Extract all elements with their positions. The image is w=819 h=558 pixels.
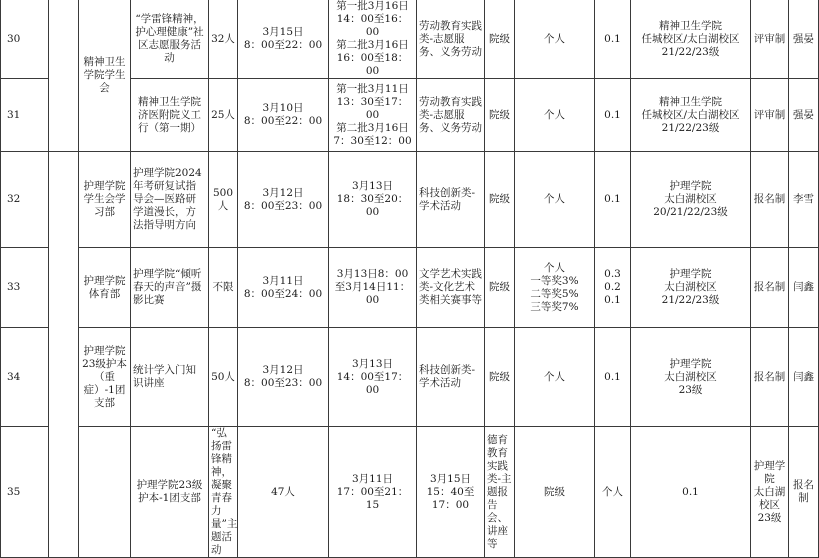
activity-time: 3月13日 18：30至20：00 [329, 152, 417, 248]
activity-level: 院级 [485, 328, 515, 427]
row-number: 31 [1, 79, 49, 152]
signup-time: 3月11日 8：00至24：00 [238, 248, 329, 328]
activity-category: 劳动教育实践类-志愿服务、义务劳动 [417, 0, 485, 79]
credit-value: 0.1 [595, 79, 631, 152]
organizer-cell: 护理学院体育部 [79, 248, 131, 328]
activity-time: 3月15日 15：40至17：00 [417, 427, 485, 558]
table-row [1, 248, 819, 328]
activity-category: 劳动教育实践类-志愿服务、义务劳动 [417, 79, 485, 152]
enroll-method: 报名制 [751, 248, 789, 328]
award-type: 个人 [515, 0, 595, 79]
target-scope: 护理学院 太白湖校区 23级 [631, 328, 751, 427]
activity-category: 德育教育实践类-主题报告会、讲座等 [485, 427, 515, 558]
table-row [1, 328, 819, 427]
activity-name: 护理学院“倾听春天的声音”摄影比赛 [131, 248, 209, 328]
contact-person: 李雪 [789, 152, 819, 248]
activity-time: 第一批3月16日 14：00至16：00 第二批3月16日 16：00至18：00 [329, 0, 417, 79]
activity-level: 院级 [485, 152, 515, 248]
signup-time: 3月12日 8：00至23：00 [238, 152, 329, 248]
row-number: 32 [1, 152, 49, 248]
award-type: 个人 [515, 79, 595, 152]
enroll-method: 评审制 [751, 79, 789, 152]
signup-time: 3月15日 8：00至22：00 [238, 0, 329, 79]
participant-count: 32人 [209, 0, 238, 79]
credit-value: 0.1 [631, 427, 751, 558]
organizer-cell: 精神卫生学院学生会 [79, 0, 131, 152]
organizer-cell [49, 0, 79, 152]
enroll-method: 评审制 [751, 0, 789, 79]
award-type: 个人 一等奖3% 二等奖5% 三等奖7% [515, 248, 595, 328]
activity-level: 院级 [485, 79, 515, 152]
activity-time: 第一批3月11日 13：30至17：00 第二批3月16日 7：30至12：00 [329, 79, 417, 152]
organizer-cell [79, 427, 131, 558]
contact-person: 强晏 [789, 0, 819, 79]
target-scope: 护理学院 太白湖校区 23级 [751, 427, 789, 558]
activity-level: 院级 [485, 0, 515, 79]
contact-person: 强晏 [789, 79, 819, 152]
row-number: 30 [1, 0, 49, 79]
credit-value: 0.3 0.2 0.1 [595, 248, 631, 328]
target-scope: 精神卫生学院 任城校区/太白湖校区 21/22/23级 [631, 79, 751, 152]
target-scope: 护理学院 太白湖校区 21/22/23级 [631, 248, 751, 328]
activity-name: “学雷锋精神，护心理健康”社区志愿服务活动 [131, 0, 209, 79]
table-row [1, 427, 819, 558]
activity-level: 院级 [485, 248, 515, 328]
target-scope: 精神卫生学院 任城校区/太白湖校区 21/22/23级 [631, 0, 751, 79]
activity-name: 护理学院2024年考研复试指导会—医路研学道漫长，方法指导明方向 [131, 152, 209, 248]
activity-time: 3月13日8：00 至3月14日11：00 [329, 248, 417, 328]
participant-count: 50人 [209, 328, 238, 427]
organizer-spacer [49, 152, 79, 558]
signup-time: 3月11日 17：00至21：15 [329, 427, 417, 558]
participant-count: 25人 [209, 79, 238, 152]
enroll-method: 报名制 [751, 328, 789, 427]
enroll-method: 报名制 [751, 152, 789, 248]
target-scope: 护理学院 太白湖校区 20/21/22/23级 [631, 152, 751, 248]
contact-person: 闫鑫 [789, 328, 819, 427]
table-row [1, 152, 819, 248]
activity-name: 精神卫生学院济医附院义工行（第一期） [131, 79, 209, 152]
table-row [1, 0, 819, 79]
participant-count: 500人 [209, 152, 238, 248]
organizer-cell: 护理学院23级护本（重症）-1团支部 [79, 328, 131, 427]
activity-category: 科技创新类-学术活动 [417, 152, 485, 248]
activity-category: 文学艺术实践类-文化艺术类相关赛事等 [417, 248, 485, 328]
activity-time: 3月13日 14：00至17：00 [329, 328, 417, 427]
credit-value: 0.1 [595, 152, 631, 248]
contact-person: 闫鑫 [789, 248, 819, 328]
participant-count: 不限 [209, 248, 238, 328]
award-type: 个人 [515, 152, 595, 248]
organizer-cell: 护理学院学生会学习部 [79, 152, 131, 248]
activity-category: 科技创新类-学术活动 [417, 328, 485, 427]
credit-value: 0.1 [595, 328, 631, 427]
row-number: 34 [1, 328, 49, 427]
enroll-method: 报名制 [789, 427, 819, 558]
participant-count: 47人 [238, 427, 329, 558]
activity-level: 院级 [515, 427, 595, 558]
row-number: 33 [1, 248, 49, 328]
activity-name: “弘扬雷锋精神，凝聚青春力量”主题活动 [209, 427, 238, 558]
organizer-cell: 护理学院23级护本-1团支部 [131, 427, 209, 558]
signup-time: 3月10日 8：00至22：00 [238, 79, 329, 152]
row-number: 35 [1, 427, 49, 558]
credit-value: 0.1 [595, 0, 631, 79]
activity-name: 统计学入门知识讲座 [131, 328, 209, 427]
signup-time: 3月12日 8：00至23：00 [238, 328, 329, 427]
award-type: 个人 [595, 427, 631, 558]
award-type: 个人 [515, 328, 595, 427]
